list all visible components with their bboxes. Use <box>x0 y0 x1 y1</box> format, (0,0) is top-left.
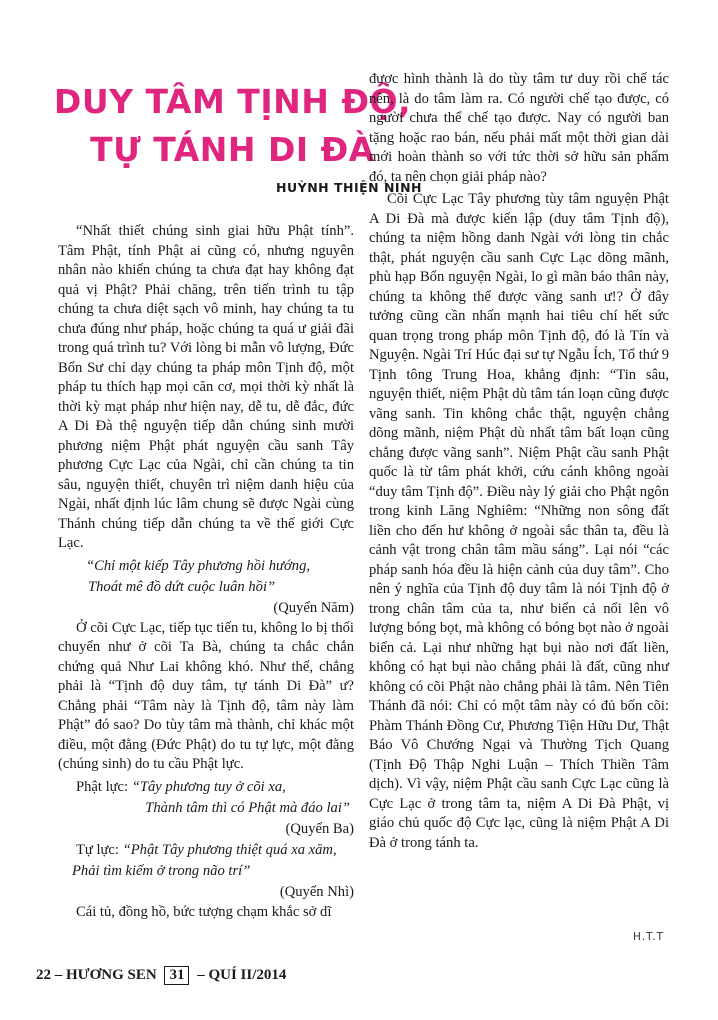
verse-quote <box>58 840 354 903</box>
verse-line: “Chỉ một kiếp Tây phương hồi hướng, <box>86 557 311 574</box>
paragraph: được hình thành là do tùy tâm tư duy rồi chế tác nên, là do tâm làm ra. Có người chế tạo được, có người chưa thể chế tạo được. Nay có người ban tặng hoặc rao bán, nếu phải mất một thời gian dài mới hoàn thành so với tức thời sở hữu sản phẩm đó, ta nên chọn giải pháp nào? <box>369 71 669 185</box>
paragraph: Cõi Cực Lạc Tây phương tùy tâm nguyện Phật A Di Đà mà được kiến lập (duy tâm Tịnh độ), chúng ta niệm hồng danh Ngài với lòng tin chắc thật, phát nguyện cầu sanh Cực Lạc dõng mãnh, phù hạp Bổn nguyện Ngài, lo gì mãn báo thân này, chúng ta không thể được vãng sanh ư!? Ở đây tưởng cũng cần nhấn mạnh hai tiêu chí hết sức quan trọng trong pháp môn Tịnh độ, đó là Tín và Nguyện. Ngài Trí Húc đại sư tự Ngẫu Ích, Tổ thứ 9 Tịnh tông Trung Hoa, khẳng định: “Tin sâu, nguyện thiết, niệm Phật dù tâm tán loạn cũng được vãng sanh. Tin không chắc thật, nguyện chẳng dõng mãnh, niệm Phật dù nhất tâm bất loạn cũng chẳng được vãng sanh”. Niệm Phật cầu sanh Phật quốc là từ tâm phát khởi, cứu cánh không ngoài “duy tâm Tịnh độ”. Điều này lý giải cho Phật ngôn trong kinh Lăng Nghiêm: “Những non sông đất liền cho đến hư không ở ngoài sắc thân ta, đều là cảnh vật trong chân tâm mầu sáng”. Lại nói “các pháp sanh hóa đều là hiện cảnh của duy tâm”. Cho nên ý nghĩa của Tịnh độ duy tâm là nói Tịnh độ ở trong chân tâm của ta, như biển cả nổi lên vô lượng bóng bọt, mà không có bóng bọt nào ở ngoài biển cả. Lại như những hạt bụi nào nơi đất liền, không có hạt bụi nào chẳng phải là đất, cũng như không có cõi Phật nào chẳng phải là tâm. Nên Tiên Thánh đã nói: Chỉ có một tâm này có đủ bốn cõi: Phàm Thánh Đồng Cư, Phương Tiện Hữu Dư, Thật Báo Vô Chướng Ngại và Thường Tịch Quang (Tịnh Độ Thập Nghi Luận – Thích Thiền Tâm dịch). Vì vậy, niệm Phật cầu sanh Cực Lạc cũng là Cực Lạc ở trong tâm ta, niệm A Di Đà Phật, vị giáo chủ quốc độ Cực lạc, cũng là niệm Phật A Di Đà ở trong tánh ta. <box>369 191 669 851</box>
issue-quarter: QUÍ II/2014 <box>208 967 287 983</box>
article-title <box>40 78 425 174</box>
author-name: HUỲNH THIỆN NINH <box>276 180 422 195</box>
footer-dash: – <box>197 967 205 983</box>
verse-label: Phật lực: <box>76 778 129 795</box>
verse-line: Thoát mê đồ dứt cuộc luân hồi” <box>88 578 276 595</box>
title-line-1: DUY TÂM TỊNH ĐỘ, <box>53 82 412 121</box>
page-footer <box>36 964 286 986</box>
title-line-2: TỰ TÁNH DI ĐÀ <box>90 130 375 169</box>
verse-quote <box>58 556 354 619</box>
verse-text: “Phật Tây phương thiệt quá xa xăm, <box>122 841 337 858</box>
verse-source: (Quyển Ba) <box>285 820 354 837</box>
verse-line <box>58 840 354 861</box>
verse-label: Tự lực: <box>76 841 119 858</box>
paragraph: Ở cõi Cực Lạc, tiếp tục tiến tu, không lo bị thối chuyển như ở cõi Ta Bà, chúng ta chắc chắn chứng quả Như Lai không khó. Như thế, chẳng phải là “Tịnh độ duy tâm, tự tánh Di Đà” ư? Chẳng phải “Tâm này là Tịnh độ, tâm này làm Phật” đó sao? Do tùy tâm mà thành, chỉ khác một điều, một đằng (Đức Phật) do tu tự lực, một đằng (chúng sinh) do tu cầu Phật lực. <box>58 619 354 772</box>
footer-dash: – <box>54 967 63 983</box>
verse-text: “Tây phương tuy ở cõi xa, <box>131 778 286 795</box>
verse-line: Thành tâm thì có Phật mà đáo lai” <box>145 799 350 816</box>
page-number: 22 <box>36 967 51 983</box>
author-initials: H.T.T <box>633 931 664 943</box>
verse-quote <box>58 777 354 840</box>
right-column <box>369 70 669 853</box>
verse-line <box>58 777 354 798</box>
paragraph: “Nhất thiết chúng sinh giai hữu Phật tính”. Tâm Phật, tính Phật ai cũng có, nhưng nguyên nhân nào khiến chúng ta chưa đạt hay không đạt quả vị Phật? Phải chăng, trên tiến trình tu tập chúng ta chưa diệt sạch vô minh, hay chúng ta tu chưa đúng như pháp, hoặc chúng ta quá ư giải đãi trong quá trình tu? Với lòng bi mẫn vô lượng, Đức Bổn Sư chỉ dạy chúng ta pháp môn Tịnh độ, một pháp tu thích hạp mọi căn cơ, mọi thời kỳ nhất là thời kỳ mạt pháp như hiện nay, dễ tu, dễ đắc, đức A Di Đà thệ nguyện tiếp dẫn chúng sinh mười phương niệm Phật phát nguyện cầu sanh Tây phương Cực Lạc của Ngài, chỉ cần chúng ta tin sâu, nguyện thiết, chuyên trì niệm danh hiệu của Ngài, nhất định lúc lâm chung sẽ được Ngài cùng Thánh chúng tiếp dẫn chúng ta về thế giới Cực Lạc. <box>58 223 354 551</box>
left-column <box>58 222 354 922</box>
verse-source: (Quyển Năm) <box>273 599 354 616</box>
issue-number: 31 <box>164 966 189 985</box>
verse-source: (Quyển Nhì) <box>279 883 354 900</box>
paragraph: Cái tủ, đồng hồ, bức tượng chạm khắc sở dĩ <box>76 903 332 920</box>
verse-line: Phải tìm kiếm ở trong não trí” <box>72 862 251 879</box>
magazine-name: HƯƠNG SEN <box>66 967 157 983</box>
